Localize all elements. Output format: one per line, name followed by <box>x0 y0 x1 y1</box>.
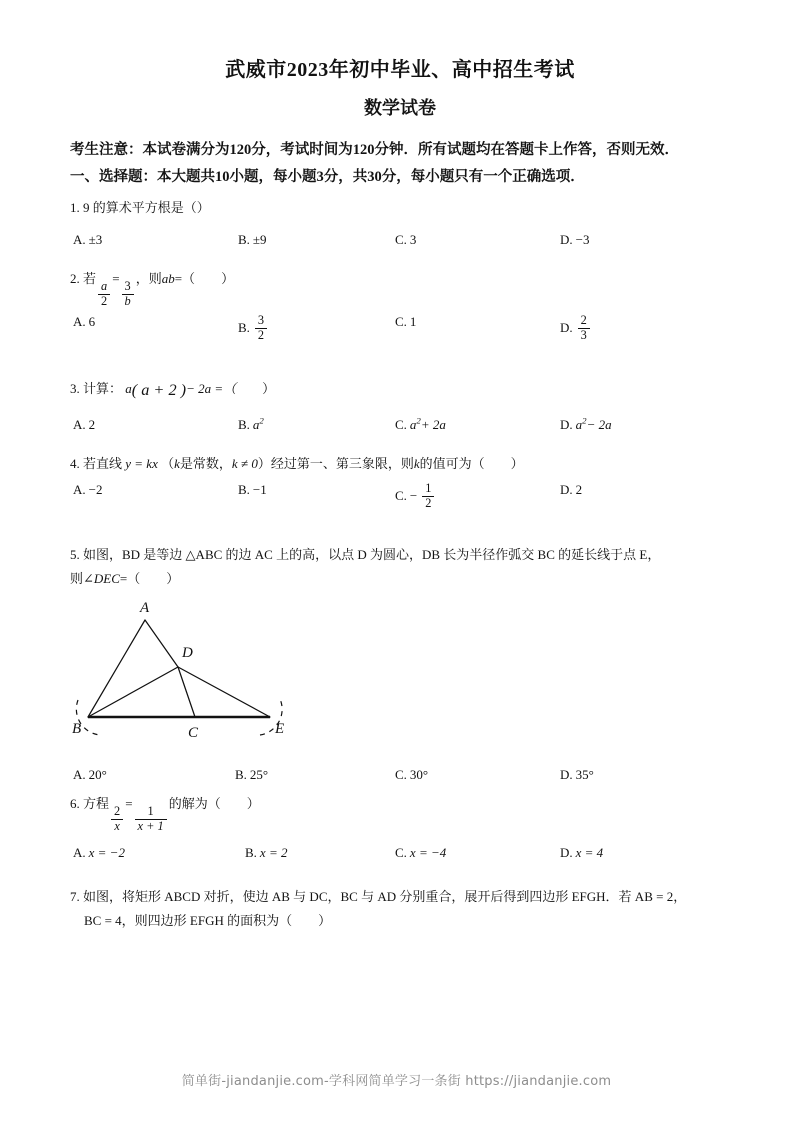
option-6-b[interactable]: B. x = 2 <box>245 844 288 860</box>
option-2-c[interactable]: C. 1 <box>395 313 417 329</box>
question-3-options <box>70 405 730 443</box>
question-1-text-close: ） <box>196 200 210 216</box>
option-5-b[interactable]: B. 25° <box>235 767 269 783</box>
question-1-number: 1. <box>70 200 80 216</box>
figure-label-E: E <box>275 721 285 738</box>
fraction-3-over-b: $\frac{3}{b}$ <box>122 280 134 308</box>
question-2-number: 2. <box>70 271 80 287</box>
option-6-a[interactable]: A. x = −2 <box>73 844 125 860</box>
question-6-stem: 6. 方程 $\frac{2}{x}$ = $\frac{1}{x + 1}$ 的解为（ ） <box>70 796 260 833</box>
option-2-b[interactable]: B. $\frac{3}{2}$ <box>238 314 269 342</box>
question-2-stem: 2. 若 $\frac{a}{2}$ = $\frac{3}{b}$ ，则ab=（ ） <box>70 271 235 308</box>
segment-AB <box>88 620 145 717</box>
option-4-c[interactable]: C. − $\frac{1}{2}$ <box>395 482 436 510</box>
option-3-a[interactable]: A. 2 <box>73 416 96 432</box>
question-7-stem <box>70 871 730 933</box>
question-3-number: 3. <box>70 380 80 396</box>
footer-watermark: 简单街-jiandanjie.com-学科网简单学习一条街 https://jiandanjie.com <box>181 1074 612 1089</box>
question-5-options <box>70 755 730 783</box>
question-5-figure <box>70 591 730 755</box>
question-7-number: 7. <box>70 888 80 904</box>
fraction-2-over-3: $\frac{2}{3}$ <box>578 314 590 342</box>
figure-label-A: A <box>140 600 150 617</box>
option-1-b[interactable]: B. ±9 <box>238 232 267 248</box>
option-6-d[interactable]: D. x = 4 <box>560 844 604 860</box>
question-3-stem: 3. 计算： a( a + 2 )− 2a =（ ） <box>70 380 276 399</box>
option-2-d[interactable]: D. $\frac{2}{3}$ <box>560 314 592 342</box>
page-subtitle: 数学试卷 <box>364 98 436 118</box>
fraction-3-over-2: $\frac{3}{2}$ <box>255 314 267 342</box>
fraction-1-over-x-plus-1: $\frac{1}{x + 1}$ <box>135 805 167 833</box>
page-title: 武威市2023年初中毕业、高中招生考试 <box>225 59 575 81</box>
fraction-a-over-2: $\frac{a}{2}$ <box>98 280 110 308</box>
option-4-b[interactable]: B. −1 <box>238 481 267 497</box>
section-heading-multiple-choice: 一、选择题：本大题共10小题，每小题3分，共30分，每小题只有一个正确选项． <box>70 169 585 186</box>
question-6-options <box>70 833 730 871</box>
option-5-a[interactable]: A. 20° <box>73 767 107 783</box>
option-3-c[interactable]: C. $a^2+ 2a$ <box>395 415 446 432</box>
option-1-a[interactable]: A. ±3 <box>73 232 103 248</box>
option-4-a[interactable]: A. −2 <box>73 481 103 497</box>
page-content <box>70 0 730 933</box>
figure-label-C: C <box>188 725 199 742</box>
fraction-2-over-x: $\frac{2}{x}$ <box>111 805 123 833</box>
figure-label-D: D <box>182 645 193 662</box>
question-5-line-2: 则∠DEC=（ ） <box>70 570 180 586</box>
segment-AD <box>145 620 178 667</box>
question-7-line-2: BC = 4，则四边形 EFGH 的面积为（ ） <box>84 912 332 928</box>
question-5-stem <box>70 534 730 591</box>
segment-BD <box>88 667 178 717</box>
option-2-a[interactable]: A. 6 <box>73 313 96 329</box>
question-5-line-1: 如图，BD 是等边 △ABC 的边 AC 上的高，以点 D 为圆心，DB 长为半径作弧交 BC 的延长线于点 E， <box>83 546 661 562</box>
option-6-c[interactable]: C. x = −4 <box>395 844 447 860</box>
equilateral-triangle-arc-diagram <box>70 595 320 750</box>
question-1-stem <box>70 190 730 220</box>
option-3-b[interactable]: B. $a^2$ <box>238 415 264 432</box>
question-6-number: 6. <box>70 796 80 812</box>
option-1-d[interactable]: D. −3 <box>560 232 590 248</box>
question-1-text: 9 的算术平方根是（ <box>83 200 197 216</box>
question-4-stem: 4. 若直线 y = kx （k是常数，k ≠ 0）经过第一、第三象限，则k的值可为（ ） <box>70 455 524 471</box>
option-5-c[interactable]: C. 30° <box>395 767 429 783</box>
fraction-1-over-2: $\frac{1}{2}$ <box>422 482 434 510</box>
figure-label-B: B <box>72 721 82 738</box>
option-1-c[interactable]: C. 3 <box>395 232 417 248</box>
candidate-notice: 考生注意：本试卷满分为120分，考试时间为120分钟．所有试题均在答题卡上作答，否则无效． <box>70 141 679 158</box>
option-3-d[interactable]: D. $a^2- 2a$ <box>560 415 612 432</box>
question-4-options <box>70 476 730 534</box>
question-7-line-1: 如图，将矩形 ABCD 对折，使边 AB 与 DC，BC 与 AD 分别重合，展开后得到四边形 EFGH．若 AB = 2， <box>83 888 687 904</box>
option-5-d[interactable]: D. 35° <box>560 767 594 783</box>
question-2-options <box>70 308 730 366</box>
question-5-number: 5. <box>70 546 80 562</box>
option-4-d[interactable]: D. 2 <box>560 481 583 497</box>
question-1-options <box>70 220 730 258</box>
question-4-number: 4. <box>70 455 80 471</box>
